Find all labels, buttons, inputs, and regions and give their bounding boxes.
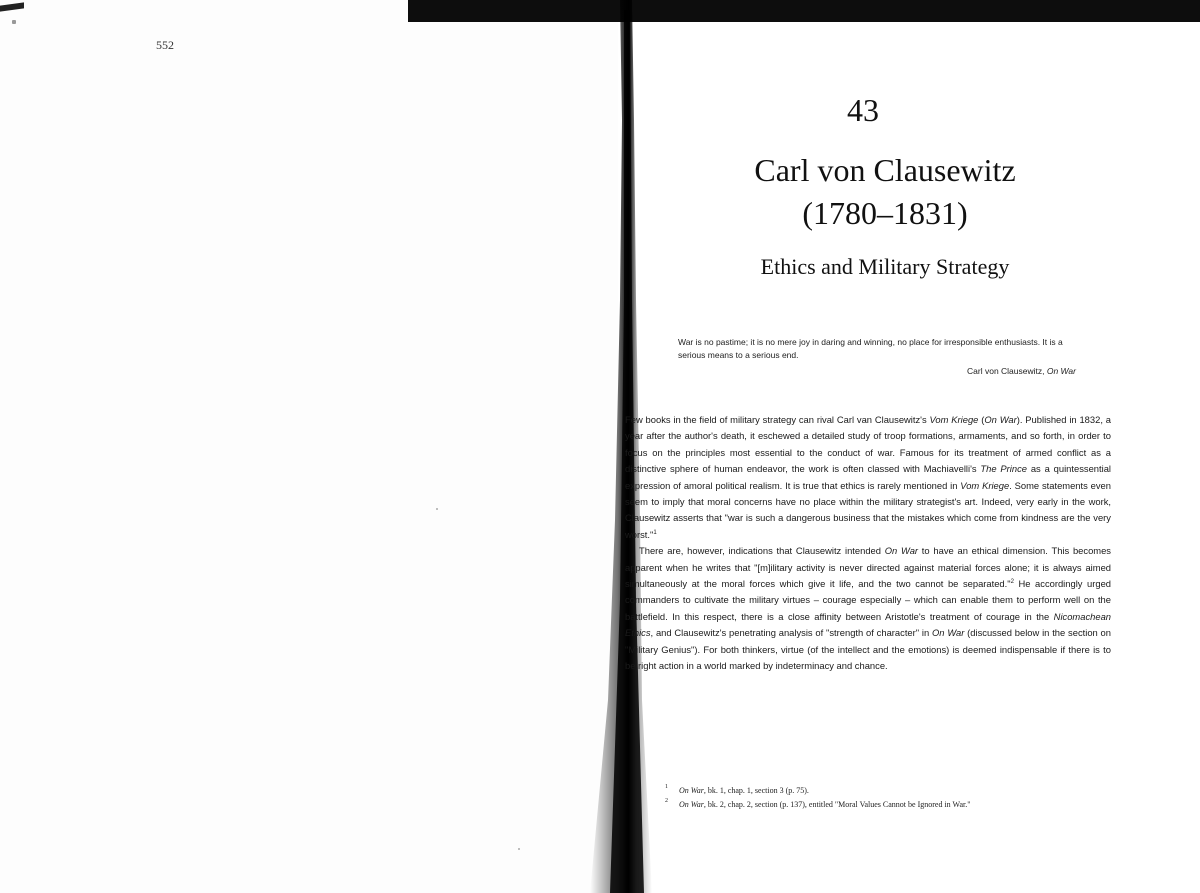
text-run: Few books in the field of military strategy can rival Carl van Clausewitz's <box>625 414 930 425</box>
epigraph-quote: War is no pastime; it is no mere joy in daring and winning, no place for irresponsible enthusiasts. It is a serious means to a serious end. <box>678 337 1063 360</box>
chapter-subtitle: Ethics and Military Strategy <box>760 254 1010 279</box>
text-run: ( <box>978 414 985 425</box>
footnote-2 <box>665 798 1125 812</box>
text-run-italic: On War <box>932 627 965 639</box>
footnote-1 <box>665 784 1125 798</box>
scan-speck <box>12 20 16 24</box>
text-run: , and Clausewitz's penetrating analysis of "strength of character" in <box>650 627 933 639</box>
epigraph-source <box>680 366 1076 376</box>
chapter-number: 43 <box>847 92 879 128</box>
paragraph-1 <box>625 412 1111 543</box>
footnote-work: On War <box>679 786 704 795</box>
scan-top-shadow <box>408 0 1200 22</box>
epigraph-work: On War <box>1046 366 1076 376</box>
footnote-ref: 1 <box>653 529 657 536</box>
text-run-italic: The Prince <box>980 463 1027 475</box>
text-run-italic: On War <box>984 414 1017 425</box>
text-run-italic: Vom Kriege <box>960 479 1010 491</box>
epigraph-author: Carl von Clausewitz, <box>967 366 1047 376</box>
text-run: He accordingly urged commanders to cultivate the military virtues – courage especially – which can enable them to perform well on the battlefield. In this respect, there is a close affinity between Aristotle's treatment of courage in the <box>625 578 1111 622</box>
footnote-text: , bk. 2, chap. 2, section (p. 137), entitled "Moral Values Cannot be Ignored in War." <box>703 800 971 809</box>
chapter-title: Carl von Clausewitz <box>754 152 1016 188</box>
footnote-mark: 1 <box>665 784 668 790</box>
footnote-work: On War <box>679 800 704 809</box>
footnote-mark: 2 <box>665 798 668 804</box>
footnote-ref: 2 <box>1010 578 1014 585</box>
scan-speck <box>518 848 520 850</box>
text-run: as a quintessential expression of amoral political realism. It is true that ethics is rarely mentioned in <box>625 463 1111 491</box>
body-text <box>625 412 1111 675</box>
text-run-italic: Vom Kriege <box>929 414 979 425</box>
text-run-italic: On War <box>884 545 919 557</box>
text-run-italic: Nicomachean Ethics <box>625 610 1111 639</box>
chapter-dates: (1780–1831) <box>802 195 968 231</box>
footnote-text: , bk. 1, chap. 1, section 3 (p. 75). <box>703 786 809 795</box>
text-run: ). Published in 1832, a year after the author's death, it eschewed a detailed study of troop formations, armaments, and so forth, in order to focus on the principles most essential to the conduct of war. Famous for its treatment of armed conflict as a distinctive sphere of human endeavor, the work is often classed with Machiavelli's <box>625 414 1111 475</box>
paragraph-2 <box>625 543 1111 674</box>
text-run: (discussed below in the section on "Military Genius"). For both thinkers, virtue (of the intellect and the emotions) is deemed indispensable if there is to be right action in a world marked by indeterminacy and chance. <box>625 627 1111 672</box>
text-run: to have an ethical dimension. This becomes apparent when he writes that "[m]ilitary activity is never directed against material forces alone; it is always aimed simultaneously at the moral forces which give it life, and the two cannot be separated." <box>625 545 1111 590</box>
footnotes <box>665 784 1125 812</box>
scan-speck <box>436 508 438 510</box>
text-run: There are, however, indications that Clausewitz intended <box>639 545 885 557</box>
page-number: 552 <box>156 38 174 52</box>
text-run: . Some statements even seem to imply that moral concerns have no place within the military strategist's art. Indeed, very early in the work, Clausewitz asserts that "war is such a dangerous business that the mistakes which come from kindness are the very worst." <box>625 479 1111 540</box>
